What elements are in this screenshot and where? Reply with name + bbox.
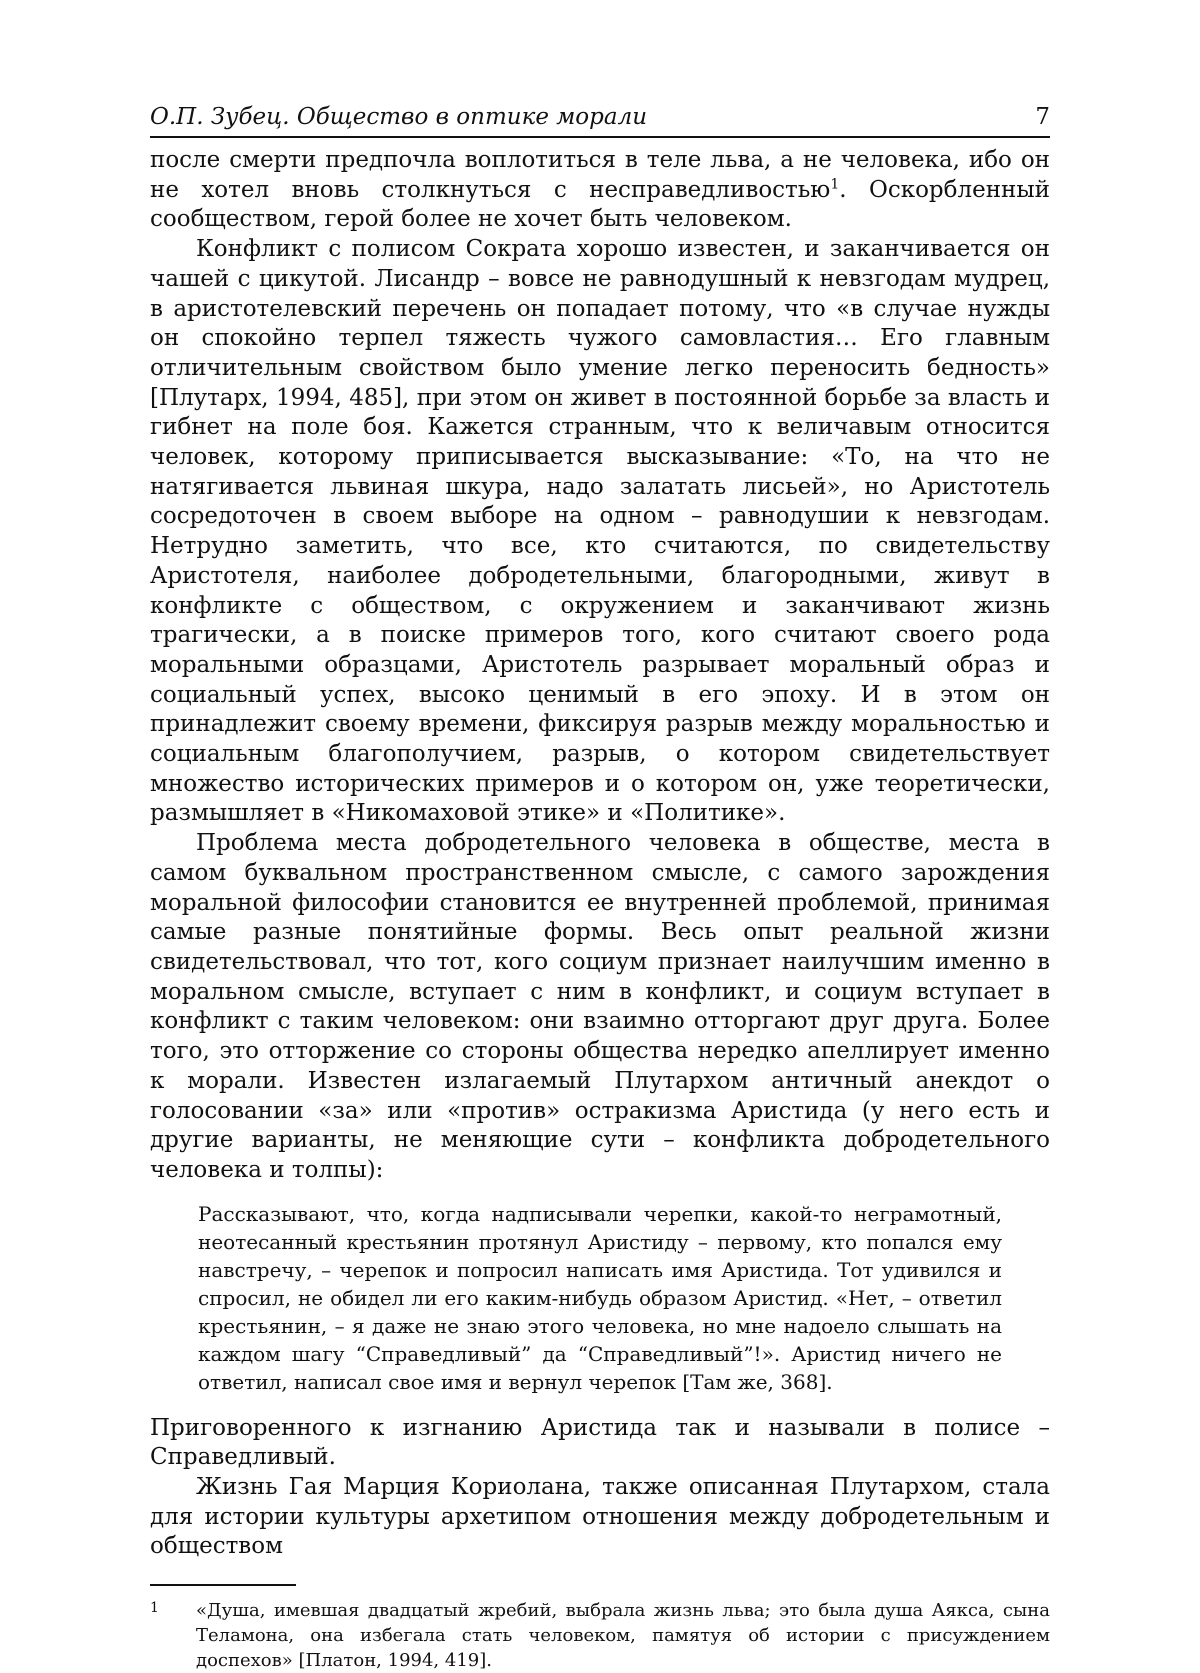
paragraph-3: Проблема места добродетельного человека в обществе, места в самом буквальном пространственном смысле, с самого зарождения моральной философии становится ее внутренней проблемой, принимая самые разные понятийные формы. Весь опыт реальной жизни свидетельствовал, что тот, кого социум признает наилучшим именно в моральном смысле, вступает с ним в конфликт, и социум вступает в конфликт с таким человеком: они взаимно отторгают друг друга. Более того, это отторжение со стороны общества нередко апеллирует именно к морали. Известен излагаемый Плутархом античный анекдот о голосовании «за» или «против» остракизма Аристида (у него есть и другие варианты, не меняющие сути – конфликта добродетельного человека и толпы):: [150, 830, 1050, 1183]
paragraph-4: Приговоренного к изгнанию Аристида так и называли в полисе – Справедливый.: [150, 1414, 1050, 1471]
footnote-divider: [150, 1584, 296, 1586]
page: [150, 100, 1050, 1673]
paragraph-1-text: после смерти предпочла воплотиться в теле льва, а не человека, ибо он не хотел вновь столкнуться с несправедливостью: [150, 147, 1050, 203]
footnote-mark: 1: [150, 1600, 159, 1617]
paragraph-5: Жизнь Гая Марция Кориолана, также описанная Плутархом, стала для истории культуры архетипом отношения между добродетельным и обществом: [150, 1474, 1050, 1560]
footnote-text: «Душа, имевшая двадцатый жребий, выбрала жизнь льва; это была душа Аякса, сына Теламона, она избегала стать человеком, памятуя об истории с присуждением доспехов» [Платон, 1994, 419].: [196, 1600, 1050, 1672]
body-text: [150, 146, 1050, 1562]
running-header: [150, 100, 1050, 138]
block-quote: [198, 1200, 1002, 1396]
paragraph-2: Конфликт с полисом Сократа хорошо известен, и заканчивается он чашей с цикутой. Лисандр – вовсе не равнодушный к невзгодам мудрец, в аристотелевский перечень он попадает потому, что «в случае нужды он спокойно терпел тяжесть чужого самовластия… Его главным отличительным свойством было умение легко переносить бедность» [Плутарх, 1994, 485], при этом он живет в постоянной борьбе за власть и гибнет на поле боя. Кажется странным, что к величавым относится человек, которому приписывается высказывание: «То, на что не натягивается львиная шкура, надо залатать лисьей», но Аристотель сосредоточен в своем выборе на одном – равнодушии к невзгодам. Нетрудно заметить, что все, кто считаются, по свидетельству Аристотеля, наиболее добродетельными, благородными, живут в конфликте с обществом, с окружением и заканчивают жизнь трагически, а в поиске примеров того, кого считают своего рода моральными образцами, Аристотель разрывает моральный образ и социальный успех, высоко ценимый в его эпоху. И в этом он принадлежит своему времени, фиксируя разрыв между моральностью и социальным благополучием, разрыв, о котором свидетельствует множество исторических примеров и о котором он, уже теоретически, размышляет в «Никомаховой этике» и «Политике».: [150, 236, 1050, 827]
paragraph-1-continuation: . Оскорбленный сообществом, герой более не хочет быть человеком.: [150, 176, 1051, 233]
block-quote-text: Рассказывают, что, когда надписывали черепки, какой-то неграмотный, неотесанный крестьянин протянул Аристиду – первому, кто попался ему навстречу, – черепок и попросил написать имя Аристида. Тот удивился и спросил, не обидел ли его каким-нибудь образом Аристид. «Нет, – ответил крестьянин, – я даже не знаю этого человека, но мне надоело слышать на каждом шагу “Справедливый” да “Справедливый”!». Аристид ничего не ответил, написал свое имя и вернул черепок [Там же, 368].: [198, 1201, 1002, 1394]
footnote-ref-1: 1: [830, 176, 840, 193]
footnote-1: [150, 1598, 1050, 1673]
running-title: О.П. Зубец. Общество в оптике морали: [150, 104, 648, 130]
page-number: 7: [1035, 104, 1050, 130]
paragraph-1: [150, 146, 1050, 235]
